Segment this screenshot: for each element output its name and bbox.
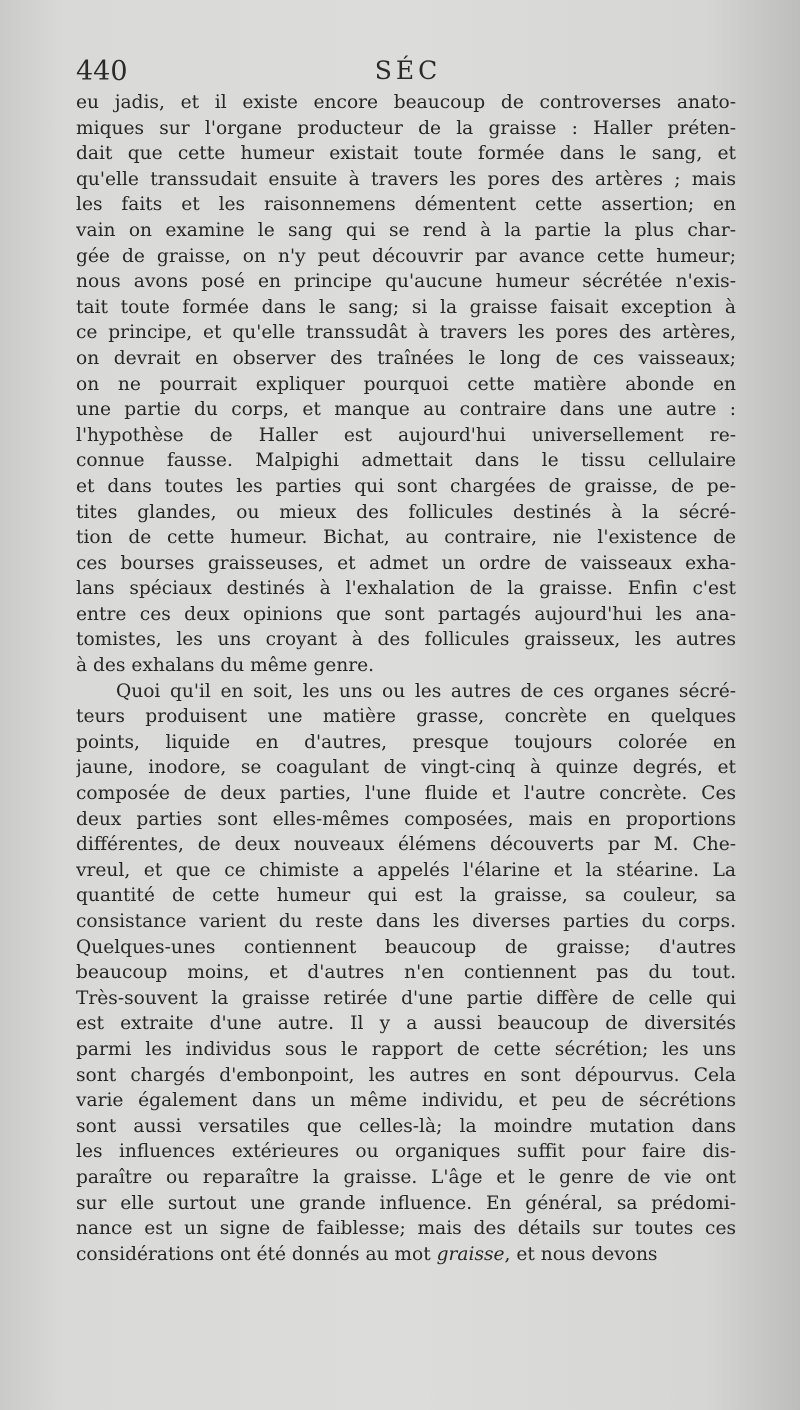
text-line: on devrait en observer des traînées le long de ces vaisseaux; [76, 347, 736, 369]
text-line: ces bourses graisseuses, et admet un ordre de vaisseaux exha- [76, 552, 736, 574]
text-line: et dans toutes les parties qui sont chargées de graisse, de pe- [76, 475, 736, 497]
text-line: tion de cette humeur. Bichat, au contraire, nie l'existence de [76, 527, 736, 549]
text-line: à des exhalans du même genre. [76, 655, 375, 677]
text-line: lans spéciaux destinés à l'exhalation de la graisse. Enfin c'est [76, 578, 736, 600]
page-number: 440 [76, 56, 128, 87]
text-line: composée de deux parties, l'une fluide et l'autre concrète. Ces [76, 783, 736, 805]
text-line: paraître ou reparaître la graisse. L'âge et le genre de vie ont [76, 1166, 736, 1188]
text-line: les influences extérieures ou organiques suffit pour faire dis- [76, 1141, 736, 1163]
text-line: ce principe, et qu'elle transsudât à travers les pores des artères, [76, 322, 736, 344]
text-line: Quoi qu'il en soit, les uns ou les autres de ces organes sécré- [116, 680, 736, 702]
text-line: parmi les individus sous le rapport de cette sécrétion; les uns [76, 1038, 736, 1060]
text-line: dait que cette humeur existait toute formée dans le sang, et [76, 143, 736, 165]
body-text [76, 90, 736, 1267]
text-line: beaucoup moins, et d'autres n'en contiennent pas du tout. [76, 962, 736, 984]
text-line: nance est un signe de faiblesse; mais des détails sur toutes ces [76, 1218, 736, 1240]
text-line: deux parties sont elles-mêmes composées, mais en proportions [76, 808, 736, 830]
text-line: sont aussi versatiles que celles-là; la moindre mutation dans [76, 1115, 736, 1137]
text-line: sont chargés d'embonpoint, les autres en sont dépourvus. Cela [76, 1064, 736, 1086]
text-line: qu'elle transsudait ensuite à travers les pores des artères ; mais [76, 168, 736, 190]
text-line: teurs produisent une matière grasse, concrète en quelques [76, 706, 736, 728]
paragraph-2 [76, 679, 736, 1242]
text-line: nous avons posé en principe qu'aucune humeur sécrétée n'exis- [76, 271, 736, 293]
text-line: miques sur l'organe producteur de la graisse : Haller préten- [76, 117, 736, 139]
text-line: entre ces deux opinions que sont partagés aujourd'hui les ana- [76, 603, 736, 625]
text-line: quantité de cette humeur qui est la graisse, sa couleur, sa [76, 885, 736, 907]
text-line: une partie du corps, et manque au contraire dans une autre : [76, 399, 736, 421]
text-line: est extraite d'une autre. Il y a aussi beaucoup de diversités [76, 1013, 736, 1035]
text-line: tait toute formée dans le sang; si la graisse faisait exception à [76, 296, 736, 318]
text-line: points, liquide en d'autres, presque toujours colorée en [76, 731, 736, 753]
text-line: différentes, de deux nouveaux élémens découverts par M. Che- [76, 834, 736, 856]
text-line: consistance varient du reste dans les diverses parties du corps. [76, 911, 736, 932]
text-line: Très-souvent la graisse retirée d'une partie diffère de celle qui [76, 987, 736, 1009]
text-line: vreul, et que ce chimiste a appelés l'élarine et la stéarine. La [76, 859, 736, 881]
text-line: les faits et les raisonnemens démentent cette assertion; en [76, 194, 736, 216]
text-line: gée de graisse, on n'y peut découvrir par avance cette humeur; [76, 245, 736, 267]
text-line: on ne pourrait expliquer pourquoi cette matière abonde en [76, 373, 736, 395]
text-line: jaune, inodore, se coagulant de vingt-cinq à quinze degrés, et [76, 757, 736, 779]
text-line: connue fausse. Malpighi admettait dans le tissu cellulaire [76, 450, 736, 472]
running-head: SÉC [374, 56, 442, 85]
text-line: l'hypothèse de Haller est aujourd'hui universellement re- [76, 424, 736, 446]
italic-word: graisse [436, 1243, 505, 1265]
text-line: tites glandes, ou mieux des follicules destinés à la sécré- [76, 501, 736, 523]
text-line: vain on examine le sang qui se rend à la partie la plus char- [76, 219, 736, 241]
paragraph-1 [76, 90, 736, 679]
text-line: sur elle surtout une grande influence. En général, sa prédomi- [76, 1192, 736, 1214]
text-line: tomistes, les uns croyant à des follicules graisseux, les autres [76, 629, 736, 651]
text-line: considérations ont été donnés au mot graisse, et nous devons [76, 1243, 658, 1265]
text-line: eu jadis, et il existe encore beaucoup de controverses anato- [76, 92, 736, 113]
text-line: varie également dans un même individu, et peu de sécrétions [76, 1090, 736, 1112]
page-header [76, 56, 740, 92]
text-line: Quelques-unes contiennent beaucoup de graisse; d'autres [76, 936, 736, 958]
